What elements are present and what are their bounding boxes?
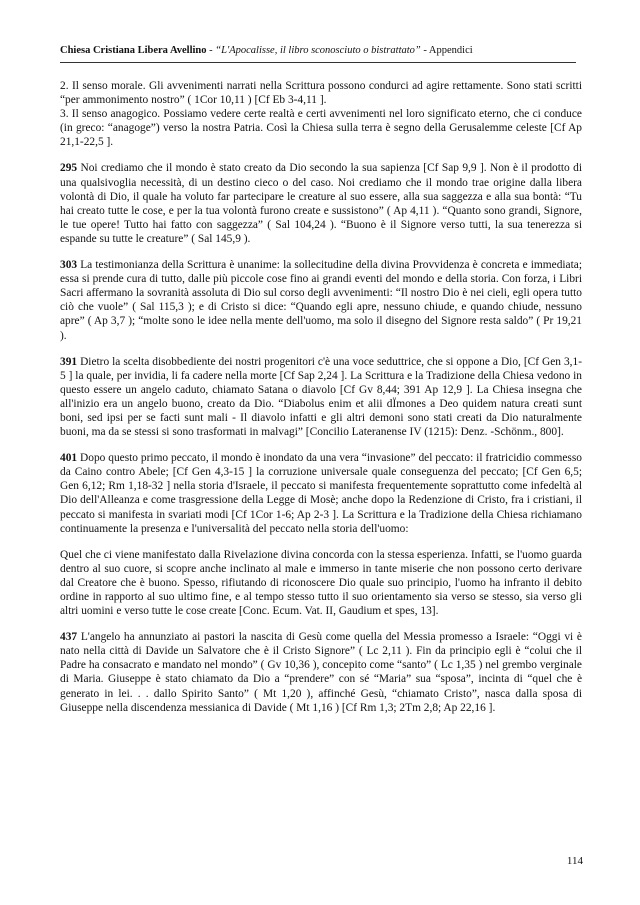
header-church-name: Chiesa Cristiana Libera Avellino — [60, 45, 207, 56]
paragraph-437 — [60, 630, 582, 715]
header-separator: - — [206, 45, 216, 56]
paragraph-number: 401 — [60, 452, 78, 465]
paragraph-391 — [60, 355, 582, 440]
body-text — [60, 79, 582, 727]
paragraph-text: L'angelo ha annunziato ai pastori la nascita di Gesù come quella del Messia promesso a Israele: “Oggi vi è nato nella città di Davide un Salvatore che è il Cristo Signore” ( Lc 2,11 ). Fin da principio egli è “colui che il Padre ha consacrato e mandato nel mondo” ( Gv 10,36 ), concepito come “santo” ( Lc 1,35 ) nel grembo verginale di Maria. Giuseppe è stato chiamato da Dio a “prendere” con sé “Maria” sua “sposa”, incinta di “quel che è generato in lei. . . dallo Spirito Santo” ( Mt 1,20 ), affinché Gesù, “chiamato Cristo”, nasca dalla sposa di Giuseppe nella discendenza messianica di Davide ( Mt 1,16 ) [Cf Rm 1,3; 2Tm 2,8; Ap 22,16 ]. — [60, 631, 582, 714]
paragraph-anagogic-sense — [60, 107, 582, 149]
running-header — [60, 44, 590, 57]
page-number: 114 — [566, 855, 583, 867]
paragraph-text: Noi crediamo che il mondo è stato creato da Dio secondo la sua sapienza [Cf Sap 9,9 ]. Non è il prodotto di una qualsivoglia necessità, di un destino cieco o del caso. Noi crediamo che il mondo trae origine dalla libera volontà di Dio, il quale ha voluto far partecipare le creature al suo essere, alla sua saggezza e alla sua bontà: “Tu hai creato tutte le cose, e per la tua volontà furono create e sussistono” ( Ap 4,11 ). “Quanto sono grandi, Signore, le tue opere! Tutto hai fatto con saggezza” ( Sal 104,24 ). “Buono è il Signore verso tutti, la sua tenerezza si espande su tutte le creature” ( Sal 145,9 ). — [60, 162, 582, 245]
header-rule — [60, 62, 576, 63]
paragraph-303 — [60, 258, 582, 343]
paragraph-text: 2. Il senso morale. Gli avvenimenti narrati nella Scrittura possono condurci ad agire rettamente. Sono stati scritti “per ammonimento nostro” ( 1Cor 10,11 ) [Cf Eb 3-4,11 ]. — [60, 80, 582, 107]
header-book-title: “L'Apocalisse, il libro sconosciuto o bistrattato” — [215, 45, 421, 56]
paragraph-401 — [60, 451, 582, 536]
paragraph-moral-sense — [60, 79, 582, 107]
paragraph-number: 295 — [60, 162, 78, 175]
paragraph-text: Dopo questo primo peccato, il mondo è inondato da una vera “invasione” del peccato: il fratricidio commesso da Caino contro Abele; [Cf Gen 4,3-15 ] la corruzione universale quale conseguenza del peccato; [Cf Gen 6,5; Gen 6,12; Rm 1,18-32 ] nella storia d'Israele, il peccato si manifesta frequentemente soprattutto come infedeltà al Dio dell'Alleanza e come trasgressione della Legge di Mosè; anche dopo la Redenzione di Cristo, fra i cristiani, il peccato si manifesta in svariati modi [Cf 1Cor 1-6; Ap 2-3 ]. La Scrittura e la Tradizione della Chiesa richiamano continuamente la presenza e l'universalità del peccato nella storia dell'uomo: — [60, 452, 582, 535]
paragraph-text: La testimonianza della Scrittura è unanime: la sollecitudine della divina Provvidenza è concreta e immediata; essa si prende cura di tutto, dalle più piccole cose fino ai grandi eventi del mondo e della storia. Con forza, i Libri Sacri affermano la sovranità assoluta di Dio sul corso degli avvenimenti: “Il nostro Dio è nei cieli, egli opera tutto ciò che vuole” ( Sal 115,3 ); e di Cristo si dice: “Quando egli apre, nessuno chiude, e quando chiude, nessuno apre” ( Ap 3,7 ); “molte sono le idee nella mente dell'uomo, ma solo il disegno del Signore resta saldo” ( Pr 19,21 ). — [60, 259, 582, 342]
paragraph-text: Quel che ci viene manifestato dalla Rivelazione divina concorda con la stessa esperienza. Infatti, se l'uomo guarda dentro al suo cuore, si scopre anche inclinato al male e immerso in tante miserie che non possono certo derivare dal Creatore che è buono. Spesso, rifiutando di riconoscere Dio quale suo principio, l'uomo ha infranto il debito ordine in rapporto al suo ultimo fine, e al tempo stesso tutto il suo orientamento sia verso se stesso, sia verso gli altri uomini e verso tutte le cose create [Conc. Ecum. Vat. II, Gaudium et spes, 13]. — [60, 548, 582, 618]
paragraph-text: 3. Il senso anagogico. Possiamo vedere certe realtà e certi avvenimenti nel loro significato eterno, che ci conduce (in greco: “anagoge”) verso la nostra Patria. Così la Chiesa sulla terra è segno della Gerusalemme celeste [Cf Ap 21,1-22,5 ]. — [60, 108, 582, 149]
header-section: - Appendici — [420, 45, 473, 56]
paragraph-number: 391 — [60, 355, 78, 368]
paragraph-text: Dietro la scelta disobbediente dei nostri progenitori c'è una voce seduttrice, che si oppone a Dio, [Cf Gen 3,1-5 ] la quale, per invidia, li fa cadere nella morte [Cf Sap 2,24 ]. La Scrittura e la Tradizione della Chiesa vedono in questo essere un angelo caduto, chiamato Satana o diavolo [Cf Gv 8,44; 391 Ap 12,9 ]. La Chiesa insegna che all'inizio era un angelo buono, creato da Dio. “Diabolus enim et alii dÏmones a Deo quidem natura creati sunt boni, sed ipsi per se facti sunt mali - Il diavolo infatti e gli altri demoni sono stati creati da Dio naturalmente buoni, ma da se stessi si sono trasformati in malvagi” [Concilio Lateranense IV (1215): Denz. -Schönm., 800]. — [60, 355, 582, 439]
paragraph-quotation — [60, 548, 582, 618]
paragraph-number: 303 — [60, 259, 78, 272]
paragraph-number: 437 — [60, 631, 78, 644]
paragraph-295 — [60, 161, 582, 246]
